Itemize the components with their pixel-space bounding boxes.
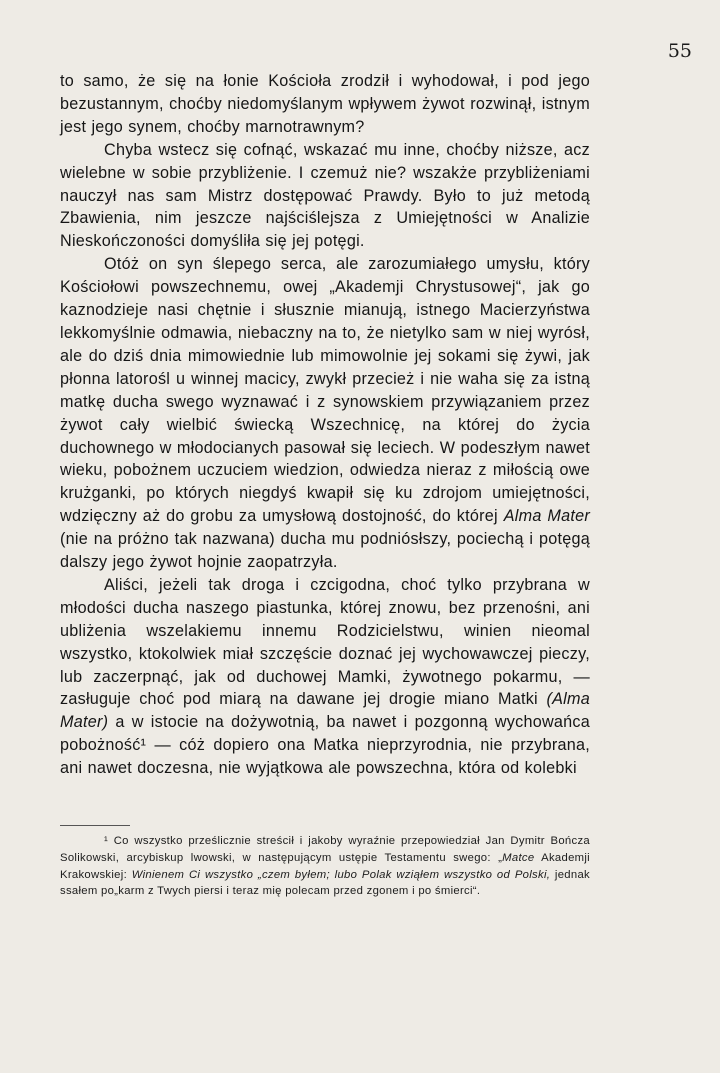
page-number: 55 <box>667 40 692 62</box>
text-run: Aliści, jeżeli tak droga i czcigodna, choć tylko przybrana w młodości ducha naszego piastunka, której znowu, bez przenośni, ani ubliżenia wszelakiemu innemu Rodzicielstwu, winien nieomal wszystko, ktokolwiek miał szczęście doznać jej wychowawczej pieczy, lub zaczerpnąć, jak od duchowej Mamki, żywotnego pokarmu, — zasługuje choć pod miarą na dawane jej drogie miano Matki <box>60 575 590 709</box>
text-run: Akademji Krakowskiej: <box>60 851 590 881</box>
text-run: a w istocie na dożywotnią, ba nawet i pozgonną wychowańca pobożność¹ — cóż dopiero ona Matka nieprzyrodnia, nie przybrana, ani nawet doczesna, nie wyjątkowa ale powszechna, która od kolebki <box>60 713 590 778</box>
italic-text: Alma Mater <box>503 507 590 526</box>
paragraph <box>60 574 590 780</box>
text-run: to samo, że się na łonie Kościoła zrodził i wyhodował, i pod jego bezustannym, choćby niedomyślanym wpływem żywot rozwinął, istnym jest jego synem, choćby marnotrawnym? <box>60 72 590 136</box>
paragraph <box>60 253 590 574</box>
text-run: (nie na próżno tak nazwana) ducha mu podniósłszy, pociechą i potęgą dalszy jego żywot hojnie zaopatrzyła. <box>60 530 590 572</box>
paragraph <box>60 70 590 139</box>
footnote-separator <box>60 825 130 826</box>
footnote-text <box>60 833 590 900</box>
italic-text: Matce <box>502 851 535 864</box>
main-text <box>60 70 590 780</box>
text-run: ¹ Co wszystko prześlicznie streścił i jakoby wyraźnie przepowiedział Jan Dymitr Bończa Solikowski, arcybiskup lwowski, w następującym ustępie Testamentu swego: „ <box>60 835 590 864</box>
text-run: jednak ssałem po„karm z Twych piersi i teraz mię polecam przed zgonem i po śmierci“. <box>60 868 590 898</box>
text-run: Otóż on syn ślepego serca, ale zarozumiałego umysłu, który Kościołowi powszechnemu, owej „Akademji Chrystusowej“, jak go kaznodzieje nasi chętnie i słusznie mianują, istnego Macierzyństwa lekkomyślnie odmawia, niebaczny na to, że nietylko sam w niej wyrósł, ale do dziś dnia mimowiednie lub mimowolnie jej sokami się żywi, jak płonna latorośl u winnej macicy, zwykł przecież i nie waha się za istną matkę ducha swego wyznawać i z synowskiem przywiązaniem przez żywot cały wielbić świecką Wszechnicę, na której do życia duchownego w młodocianych pasował się leciech. W podeszłym nawet wieku, pobożnem uczuciem wiedzion, odwiedza nieraz z miłością owe krużganki, po których niegdyś kwapił się ku zdrojom umiejętności, wdzięczny aż do grobu za umysłową dostojność, do której <box>60 255 590 526</box>
italic-text: Winienem Ci wszystko „czem byłem; lubo Polak wziąłem wszystko od Polski, <box>131 868 551 881</box>
footnote <box>60 833 590 900</box>
italic-text: (Alma Mater) <box>60 690 590 732</box>
text-run: Chyba wstecz się cofnąć, wskazać mu inne, choćby niższe, acz wielebne w sobie przybliżenie. I czemuż nie? wszakże przybliżeniami nauczył nas sam Mistrz dostępować Prawdy. Było to już metodą Zbawienia, nim jeszcze najściślejsza z Umiejętności w Analizie Nieskończoności domyśliła się jej potęgi. <box>60 140 590 251</box>
paragraph <box>60 139 590 254</box>
